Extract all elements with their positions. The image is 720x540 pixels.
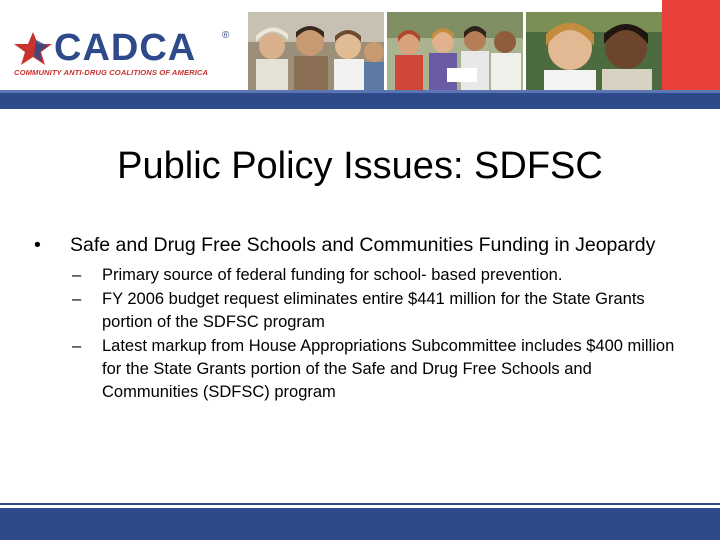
header-banner bbox=[0, 0, 720, 90]
sub-bullet-item bbox=[30, 288, 690, 334]
sub-bullet-list bbox=[30, 264, 690, 404]
sub-bullet-text: FY 2006 budget request eliminates entire $441 million for the State Grants portion of the SDFSC program bbox=[102, 290, 645, 331]
sub-bullet-text: Latest markup from House Appropriations Subcommittee includes $400 million for the State Grants portion of the Safe and Drug Free Schools and Communities (SDFSC) program bbox=[102, 337, 675, 401]
accent-red-bar bbox=[662, 0, 720, 90]
youth-group-photo bbox=[248, 12, 384, 90]
registered-mark: ® bbox=[222, 30, 230, 41]
dash-mark: – bbox=[72, 337, 82, 355]
two-smiling-kids-photo bbox=[526, 12, 662, 90]
logo-tagline: COMMUNITY ANTI-DRUG COALITIONS OF AMERICA bbox=[14, 68, 209, 77]
cadca-logo bbox=[12, 26, 247, 84]
star-icon bbox=[12, 30, 54, 68]
bullet-text: Safe and Drug Free Schools and Communities Funding in Jeopardy bbox=[70, 234, 656, 256]
footer-divider bbox=[0, 503, 720, 505]
dash-mark: – bbox=[72, 290, 82, 308]
sub-bullet-text: Primary source of federal funding for school- based prevention. bbox=[102, 266, 563, 284]
logo-wordmark: CADCA bbox=[54, 27, 197, 69]
slide-title: Public Policy Issues: SDFSC bbox=[117, 145, 603, 187]
sub-bullet-item bbox=[30, 264, 690, 287]
header-stripe-highlight bbox=[0, 90, 720, 93]
dash-mark: – bbox=[72, 266, 82, 284]
footer-bar bbox=[0, 508, 720, 540]
bullet-mark: • bbox=[34, 234, 41, 256]
bullet-item bbox=[30, 232, 690, 258]
sub-bullet-item bbox=[30, 335, 690, 404]
slide-content bbox=[30, 232, 690, 405]
students-reading-photo bbox=[387, 12, 523, 90]
